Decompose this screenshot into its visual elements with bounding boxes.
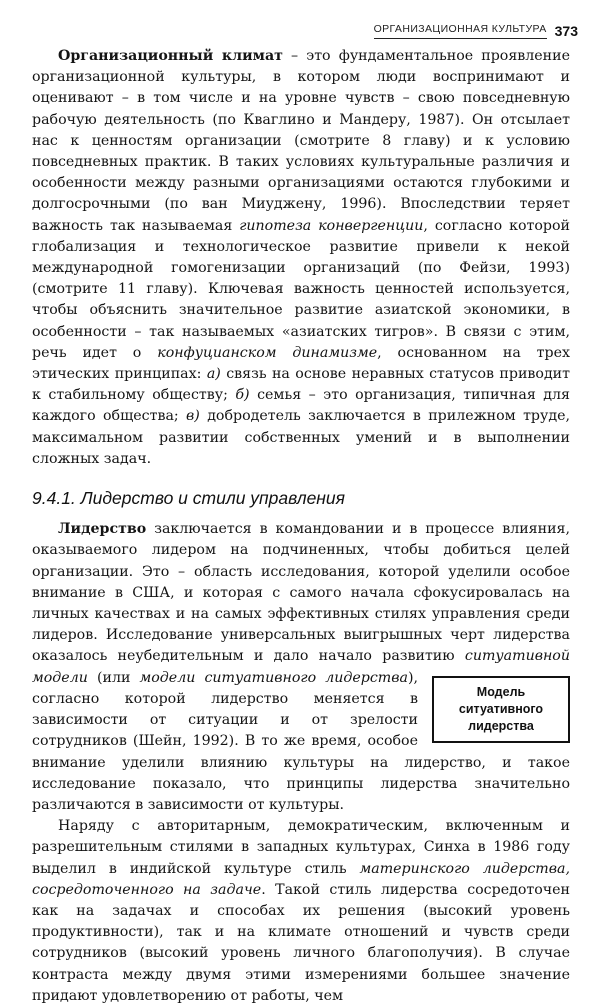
term-organizational-climate: Организационный климат [58, 48, 283, 64]
running-head [374, 20, 578, 42]
section-heading: 9.4.1. Лидерство и стили управления [32, 488, 346, 509]
paragraph-climate: Организационный климат – это фундаментальное проявление организационной культуры, в котором люди воспринимают и оценивают – в том числе и на уровне чувств – свою повседневную рабочую деятельность (по Квaглино и Мандеру, 1987). Он отсылает нас к ценностям организации (смотрите 8 главу) и к условию повседневных практик. В таких условиях культуральные различия и особенности между разными организациями остаются глубокими и долгосрочными (по ван Миуджену, 1996). Впоследствии теряет важность так называемая гипотеза конвергенции, согласно которой глобализация и технологическое развитие привели к некой международной гомогенизации организаций (по Фейзи, 1993) (смотрите 11 главу). Ключевая важность ценностей используется, чтобы объяснить значительное развитие азиатской экономики, в особенности – так называемых «азиатских тигров». В связи с этим, речь идет о конфуцианском динамизме, основанном на трех этических принципах: а) связь на основе неравных статусов приводит к стабильному обществу; б) семья – это организация, типичная для каждого общества; в) добродетель заключается в прилежном труде, максимальном развитии собственных умений и в выполнении сложных задач. [32, 48, 571, 467]
term-leadership: Лидерство [58, 521, 147, 538]
term-convergence-hypothesis: гипотеза конвергенции [239, 217, 424, 234]
term-maternal-leadership: материнского лидерства, сосредоточенного на задаче [32, 860, 570, 898]
term-situational-model: ситуативной модели [32, 648, 570, 686]
paragraph-styles: Наряду с авторитарным, демократическим, включенным и разрешительным стилями в западных культурах, Синха в 1986 году выделил в индийской культуре стиль материнского лидерства, сосредоточенного на задаче. Такой стиль лидерства сосредоточен как на задачах и способах их решения (высокий уровень продуктивности), так и на климате отношений и чувств среди сотрудников (высокий уровень личного благополучия). В случае контраста между двумя этими измерениями большее значение придают удовлетворению от работы, чем [32, 818, 571, 1004]
margin-note-box: Модель ситуативного лидерства [432, 676, 570, 743]
term-situational-leadership-model: модели ситуативного лидерства [139, 669, 408, 686]
running-head-title: ОРГАНИЗАЦИОННАЯ КУЛЬТУРА [374, 23, 547, 39]
page-body [32, 46, 570, 1007]
term-confucian-dynamism: конфуцианском динамизме [157, 344, 378, 361]
paragraph-leadership: Лидерство заключается в командовании и в процессе влияния, оказываемого лидером на подчиненных, чтобы добиться целей организации. Это – область исследования, которой уделили особое внимание в США, и которая с самого начала сфокусировалась на личных качествах и на самых эффективных стилях управления среди лидеров. Исследование универсальных выигрышных черт лидерства оказалось неубедительным и дало начало развитию Модель ситуативного лидерства ситуативной модели (или модели ситуативного лидерства), согласно которой лидерство меняется в зависимости от ситуации и от зрелости сотрудников (Шейн, 1992). В то же время, особое внимание уделили влиянию культуры на лидерство, и такое исследование показало, что принципы лидерства значительно различаются в зависимости от культуры. [32, 521, 570, 813]
page-number: 373 [554, 23, 578, 39]
